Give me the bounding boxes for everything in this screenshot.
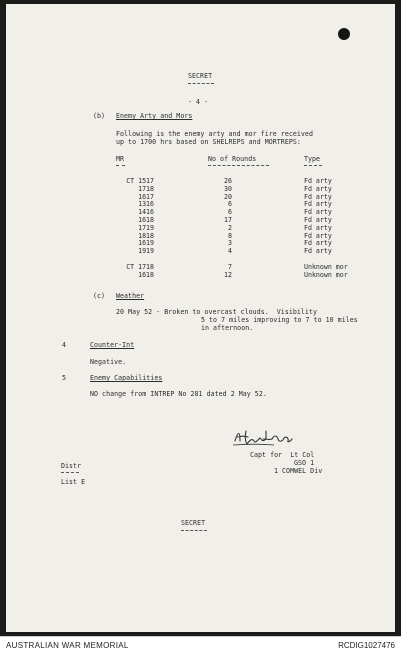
table-cell-mr: 1617 (138, 192, 154, 201)
section-4-body: Negative. (90, 358, 127, 366)
table-cell-mr: 1718 (138, 184, 154, 193)
table-cell-mr: CT 1718 (126, 262, 154, 271)
table-cell-mr: 1316 (138, 200, 154, 209)
signature-line3: 1 COMWEL Div (274, 467, 323, 475)
table-cell-rounds: 8 (228, 231, 232, 240)
table-cell-type: Fd arty (304, 192, 332, 201)
table-cell-rounds: 3 (228, 239, 232, 248)
archive-footer (0, 636, 401, 655)
table-cell-mr: 1919 (138, 247, 154, 256)
punch-hole (338, 28, 350, 40)
section-c-title: Weather (116, 292, 145, 300)
distribution-list: List E (61, 478, 86, 486)
section-5-title: Enemy Capabilities (90, 374, 163, 382)
section-4-number: 4 (62, 341, 67, 349)
classification-header: SECRET (188, 72, 213, 80)
table-cell-rounds: 20 (224, 192, 232, 201)
section-b-label: (b) (93, 112, 106, 120)
table-cell-type: Fd arty (304, 215, 332, 224)
footer-classification-underline (181, 530, 207, 531)
table-cell-rounds: 7 (228, 262, 232, 271)
table-cell-type: Fd arty (304, 184, 332, 193)
distribution-underline (61, 472, 79, 473)
page-number: - 4 - (188, 98, 209, 106)
signature-line2: GSO 1 (294, 459, 315, 467)
table-cell-type: Unknown mor (304, 270, 348, 279)
table-cell-rounds: 4 (228, 247, 232, 256)
table-cell-rounds: 26 (224, 177, 232, 185)
table-cell-type: Fd arty (304, 223, 332, 232)
table-cell-rounds: 2 (228, 223, 232, 232)
section-5-body: NO change from INTREP No 281 dated 2 May 52. (90, 390, 267, 398)
type-column (304, 178, 348, 279)
table-cell-type: Fd arty (304, 200, 332, 209)
section-b-intro-line1: Following is the enemy arty and mor fire received (116, 130, 313, 138)
mr-underline (116, 165, 125, 166)
column-header-type: Type (304, 155, 321, 163)
column-header-rounds: No of Rounds (208, 155, 257, 163)
weather-line2: 5 to 7 miles improving to 7 to 10 miles (201, 316, 358, 324)
table-cell-mr: 1719 (138, 223, 154, 232)
archive-name: AUSTRALIAN WAR MEMORIAL (6, 641, 129, 650)
classification-underline (188, 83, 214, 84)
table-cell-mr: 1818 (138, 231, 154, 240)
table-cell-type: Fd arty (304, 231, 332, 240)
table-cell-type: Unknown mor (304, 262, 348, 271)
table-cell-mr: CT 1517 (126, 177, 154, 185)
table-cell-type: Fd arty (304, 208, 332, 217)
table-cell-rounds: 12 (224, 270, 232, 279)
table-cell-rounds: 6 (228, 200, 232, 209)
weather-line3: in afternoon. (201, 324, 254, 332)
distribution-label: Distr (61, 462, 82, 470)
section-b-title: Enemy Arty and Mors (116, 112, 193, 120)
rounds-underline (208, 165, 269, 166)
section-4-title: Counter-Int (90, 341, 135, 349)
table-cell-type: Fd arty (304, 177, 332, 185)
column-header-mr: MR (116, 155, 125, 163)
signature-line1: Capt for Lt Col (250, 451, 315, 459)
table-cell-type: Fd arty (304, 247, 332, 256)
rounds-column (214, 178, 232, 279)
classification-footer: SECRET (181, 519, 206, 527)
table-cell-rounds: 17 (224, 215, 232, 224)
section-5-number: 5 (62, 374, 67, 382)
handwritten-signature (232, 427, 342, 451)
table-cell-mr: 1416 (138, 208, 154, 217)
table-cell-rounds: 30 (224, 184, 232, 193)
table-cell-mr: 1618 (138, 270, 154, 279)
table-cell-type: Fd arty (304, 239, 332, 248)
section-b-intro-line2: up to 1700 hrs based on SHELREPS and MORTREPS: (116, 138, 301, 146)
table-cell-mr: 1619 (138, 239, 154, 248)
archive-reference: RCDIG1027476 (338, 641, 395, 650)
table-cell-rounds: 6 (228, 208, 232, 217)
section-c-label: (c) (93, 292, 106, 300)
table-cell-mr: 1618 (138, 215, 154, 224)
type-underline (304, 165, 322, 166)
mr-column (116, 178, 154, 279)
weather-line1: 20 May 52 - Broken to overcast clouds. Visibility (116, 308, 317, 316)
